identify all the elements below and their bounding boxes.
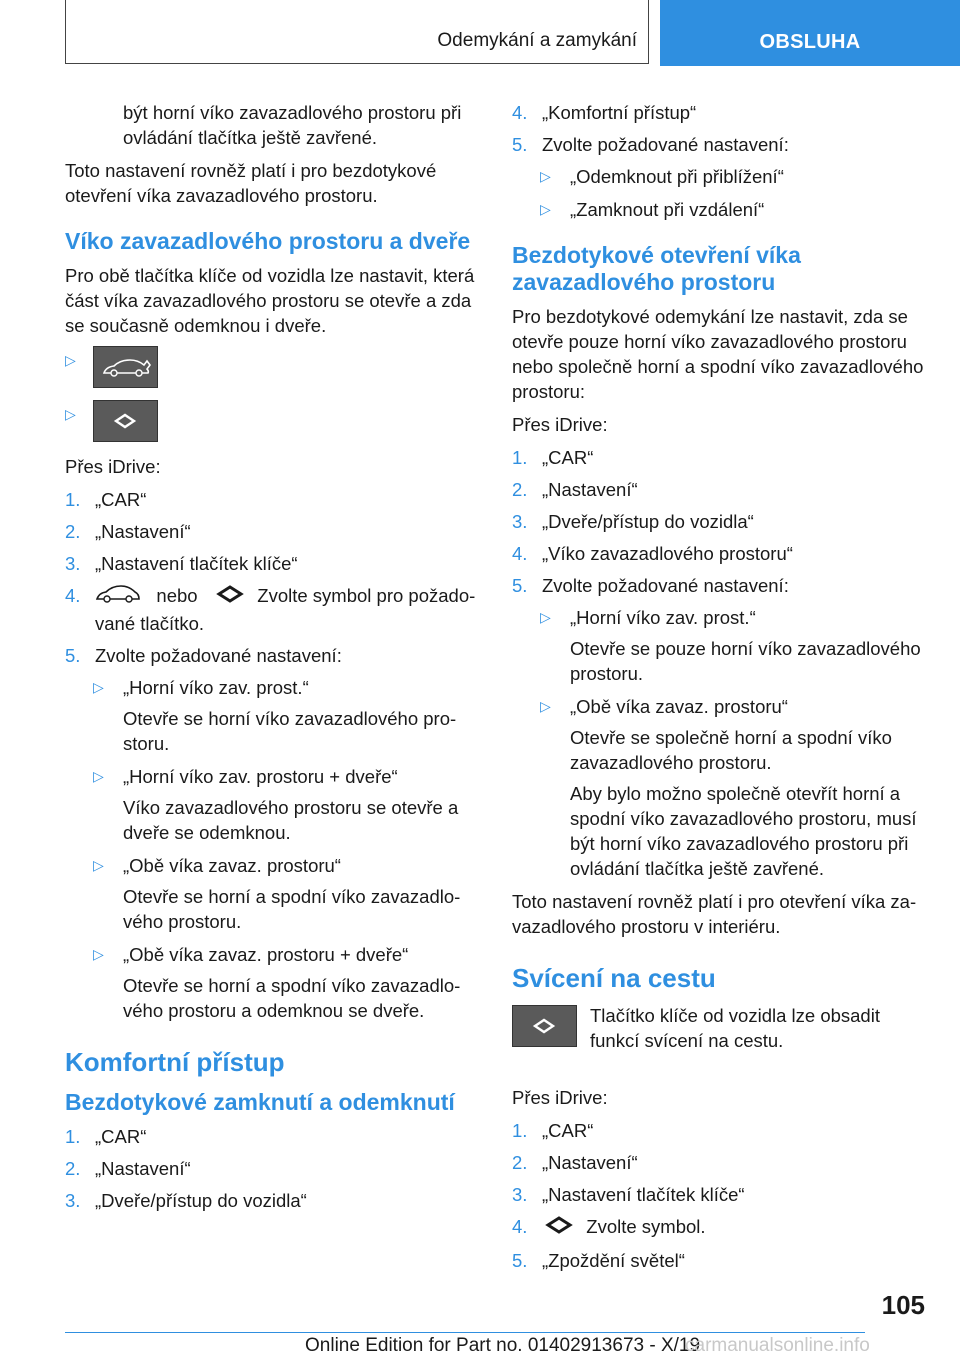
step-text: „CAR“ bbox=[95, 489, 147, 510]
heading-pathway-lighting: Svícení na cestu bbox=[512, 963, 716, 993]
step-number: 1. bbox=[65, 1126, 81, 1148]
via-idrive-label: Přes iDrive: bbox=[512, 414, 608, 435]
option-desc: Otevře se společně horní a spodní víko zavazadlového prostoru. bbox=[570, 727, 892, 773]
bullet-triangle-icon: ▷ bbox=[540, 698, 551, 714]
step-text: „CAR“ bbox=[542, 1120, 594, 1141]
heading-trunk-doors: Víko zavazadlového prostoru a dveře bbox=[65, 228, 471, 254]
step-text: „Nastavení“ bbox=[95, 1158, 191, 1180]
footer-rule bbox=[65, 1332, 865, 1333]
via-idrive-label: Přes iDrive: bbox=[512, 1087, 608, 1108]
light-key-button-row bbox=[65, 400, 480, 444]
step-text: Zvolte požadované nastavení: bbox=[542, 575, 789, 596]
list-item bbox=[512, 477, 932, 502]
step-text: „Nastavení“ bbox=[542, 1152, 638, 1173]
step-text: „Zpoždění světel“ bbox=[542, 1250, 685, 1272]
pathway-lighting-text: Tlačítko klíče od vozidla lze obsadit funkcí svícení na cestu. bbox=[590, 1005, 880, 1051]
car-trunk-key-icon bbox=[93, 346, 158, 388]
step4-or: nebo bbox=[156, 585, 198, 606]
bullet-triangle-icon: ▷ bbox=[65, 352, 76, 368]
step-number: 3. bbox=[512, 511, 528, 532]
heading-contactless-trunk: Bezdotykové otevření víka zavazadlového prostoru bbox=[512, 242, 801, 295]
diamond-key-icon bbox=[93, 400, 158, 442]
list-item bbox=[540, 197, 932, 222]
list-item bbox=[65, 583, 480, 636]
option-desc: Víko zavazadlového prostoru se otevře a dveře se odemknou. bbox=[123, 797, 459, 844]
chapter-tab bbox=[660, 0, 960, 66]
bullet-triangle-icon: ▷ bbox=[93, 679, 104, 696]
step-number: 4. bbox=[65, 585, 81, 606]
via-idrive-label: Přes iDrive: bbox=[65, 456, 161, 477]
option-note: Aby bylo možno společně otevřít horní a spodní víko zavazadlového prostoru, musí být horní víko zavazadlového prostoru při ovládání tlačítka ještě zavřené. bbox=[570, 783, 917, 879]
list-item bbox=[512, 132, 932, 157]
step-number: 5. bbox=[65, 645, 81, 667]
list-item bbox=[512, 1248, 932, 1273]
list-item bbox=[512, 100, 932, 125]
step-number: 5. bbox=[512, 575, 528, 596]
diamond-icon bbox=[213, 584, 247, 610]
heading-comfort-access: Komfortní přístup bbox=[65, 1047, 285, 1078]
trunk-steps-list bbox=[512, 445, 932, 598]
trunk-doors-paragraph: Pro obě tlačítka klíče od vozidla lze nastavit, která část víka zavazadlového prostoru se otevře a zda se současně odemknou i dveře. bbox=[65, 265, 475, 336]
list-item bbox=[65, 487, 480, 512]
option-label: „Horní víko zav. prost.“ bbox=[123, 677, 309, 699]
comfort-steps-cont bbox=[512, 100, 932, 157]
page-header bbox=[0, 0, 960, 66]
list-item bbox=[512, 541, 932, 566]
bullet-triangle-icon: ▷ bbox=[540, 609, 551, 625]
list-item bbox=[540, 605, 932, 686]
list-item bbox=[65, 1188, 480, 1213]
option-desc: Otevře se horní víko zavazadlového pro-storu. bbox=[123, 708, 457, 755]
option-label: „Odemknout při přiblížení“ bbox=[570, 166, 784, 187]
option-desc: Otevře se horní a spodní víko zavazadlo-vého prostoru. bbox=[123, 886, 461, 933]
list-item bbox=[65, 1156, 480, 1181]
step-number: 2. bbox=[65, 521, 81, 542]
option-label: „Obě víka zavaz. prostoru“ bbox=[123, 855, 341, 877]
step-number: 1. bbox=[512, 1120, 528, 1141]
option-desc: Otevře se horní a spodní víko zavazadlo-vého prostoru a odemknou se dveře. bbox=[123, 975, 461, 1022]
step-number: 5. bbox=[512, 134, 528, 155]
step-text: Zvolte symbol pro požado-vané tlačítko. bbox=[95, 585, 476, 635]
trunk-key-button-row bbox=[65, 346, 480, 390]
chapter-tab-label: OBSLUHA bbox=[759, 31, 861, 53]
step-text: „Nastavení tlačítek klíče“ bbox=[95, 553, 298, 574]
step-number: 3. bbox=[65, 1190, 81, 1212]
bullet-triangle-icon: ▷ bbox=[93, 768, 104, 785]
list-item bbox=[512, 1118, 932, 1143]
intro-continuation: být horní víko zavazadlového prostoru při ovládání tlačítka ještě zavřené. bbox=[123, 102, 462, 148]
step-text: „CAR“ bbox=[95, 1126, 147, 1148]
list-item bbox=[65, 643, 480, 668]
right-column bbox=[512, 100, 932, 1280]
list-item bbox=[540, 164, 932, 189]
list-item bbox=[512, 445, 932, 470]
list-item bbox=[65, 1124, 480, 1149]
watermark: carmanualsonline.info bbox=[685, 1335, 870, 1356]
interior-paragraph: Toto nastavení rovněž platí i pro otevření víka za-vazadlového prostoru v interiéru. bbox=[512, 891, 917, 937]
diamond-icon bbox=[542, 1215, 576, 1241]
step-number: 4. bbox=[512, 1216, 528, 1237]
trunk-options-list bbox=[65, 675, 480, 1023]
step-text: „CAR“ bbox=[542, 447, 594, 468]
edition-text: Online Edition for Part no. 01402913673 - X/19 bbox=[305, 1335, 701, 1356]
trunk-open-options bbox=[512, 605, 932, 881]
step-text: Zvolte požadované nastavení: bbox=[95, 645, 342, 667]
lighting-steps-list bbox=[512, 1118, 932, 1273]
step-text: Zvolte symbol. bbox=[586, 1216, 706, 1237]
comfort-steps-list bbox=[65, 1124, 480, 1213]
left-column bbox=[65, 100, 480, 1220]
idrive-steps-list bbox=[65, 487, 480, 668]
list-item bbox=[512, 573, 932, 598]
list-item bbox=[512, 509, 932, 534]
step-number: 1. bbox=[512, 447, 528, 468]
step-number: 4. bbox=[512, 102, 528, 123]
step-text: „Dveře/přístup do vozidla“ bbox=[95, 1190, 307, 1212]
option-label: „Obě víka zavaz. prostoru + dveře“ bbox=[123, 944, 409, 966]
bullet-triangle-icon: ▷ bbox=[93, 946, 104, 963]
comfort-options-list bbox=[512, 164, 932, 222]
option-label: „Horní víko zav. prost.“ bbox=[570, 607, 756, 628]
step-number: 2. bbox=[512, 1152, 528, 1173]
section-title: Odemykání a zamykání bbox=[437, 30, 637, 51]
list-item bbox=[93, 764, 480, 845]
list-item bbox=[540, 694, 932, 881]
bullet-triangle-icon: ▷ bbox=[540, 168, 551, 184]
bullet-triangle-icon: ▷ bbox=[65, 406, 76, 422]
step-number: 3. bbox=[512, 1184, 528, 1205]
list-item bbox=[65, 551, 480, 576]
bullet-triangle-icon: ▷ bbox=[540, 201, 551, 217]
step-text: „Nastavení tlačítek klíče“ bbox=[542, 1184, 745, 1205]
step-text: „Víko zavazadlového prostoru“ bbox=[542, 543, 793, 564]
car-outline-icon bbox=[95, 583, 141, 611]
step-text: „Komfortní přístup“ bbox=[542, 102, 697, 123]
list-item bbox=[93, 942, 480, 1023]
step-text: „Nastavení“ bbox=[542, 479, 638, 500]
step-number: 3. bbox=[65, 553, 81, 574]
page-number: 105 bbox=[881, 1290, 925, 1320]
heading-contactless-lock: Bezdotykové zamknutí a odemknutí bbox=[65, 1089, 455, 1116]
contactless-trunk-paragraph: Pro bezdotykové odemykání lze nastavit, zda se otevře pouze horní víko zavazadlového prostoru nebo společně horní a spodní víko zavazadlového prostoru: bbox=[512, 306, 924, 402]
step-number: 2. bbox=[512, 479, 528, 500]
option-label: „Horní víko zav. prostoru + dveře“ bbox=[123, 766, 398, 788]
step-number: 1. bbox=[65, 489, 81, 510]
step-number: 4. bbox=[512, 543, 528, 564]
step-text: Zvolte požadované nastavení: bbox=[542, 134, 789, 155]
list-item bbox=[65, 519, 480, 544]
diamond-key-icon bbox=[512, 1005, 577, 1047]
step-text: „Nastavení“ bbox=[95, 521, 191, 542]
list-item bbox=[93, 853, 480, 934]
list-item bbox=[512, 1150, 932, 1175]
list-item bbox=[512, 1182, 932, 1207]
pathway-lighting-block bbox=[512, 1005, 932, 1065]
list-item bbox=[93, 675, 480, 756]
step-number: 5. bbox=[512, 1250, 528, 1272]
step-text: „Dveře/přístup do vozidla“ bbox=[542, 511, 754, 532]
option-label: „Zamknout při vzdálení“ bbox=[570, 199, 765, 220]
option-desc: Otevře se pouze horní víko zavazadlového prostoru. bbox=[570, 638, 921, 684]
step-number: 2. bbox=[65, 1158, 81, 1180]
intro-paragraph: Toto nastavení rovněž platí i pro bezdotykové otevření víka zavazadlového prostoru. bbox=[65, 160, 437, 206]
bullet-triangle-icon: ▷ bbox=[93, 857, 104, 874]
option-label: „Obě víka zavaz. prostoru“ bbox=[570, 696, 788, 717]
list-item bbox=[512, 1214, 932, 1241]
